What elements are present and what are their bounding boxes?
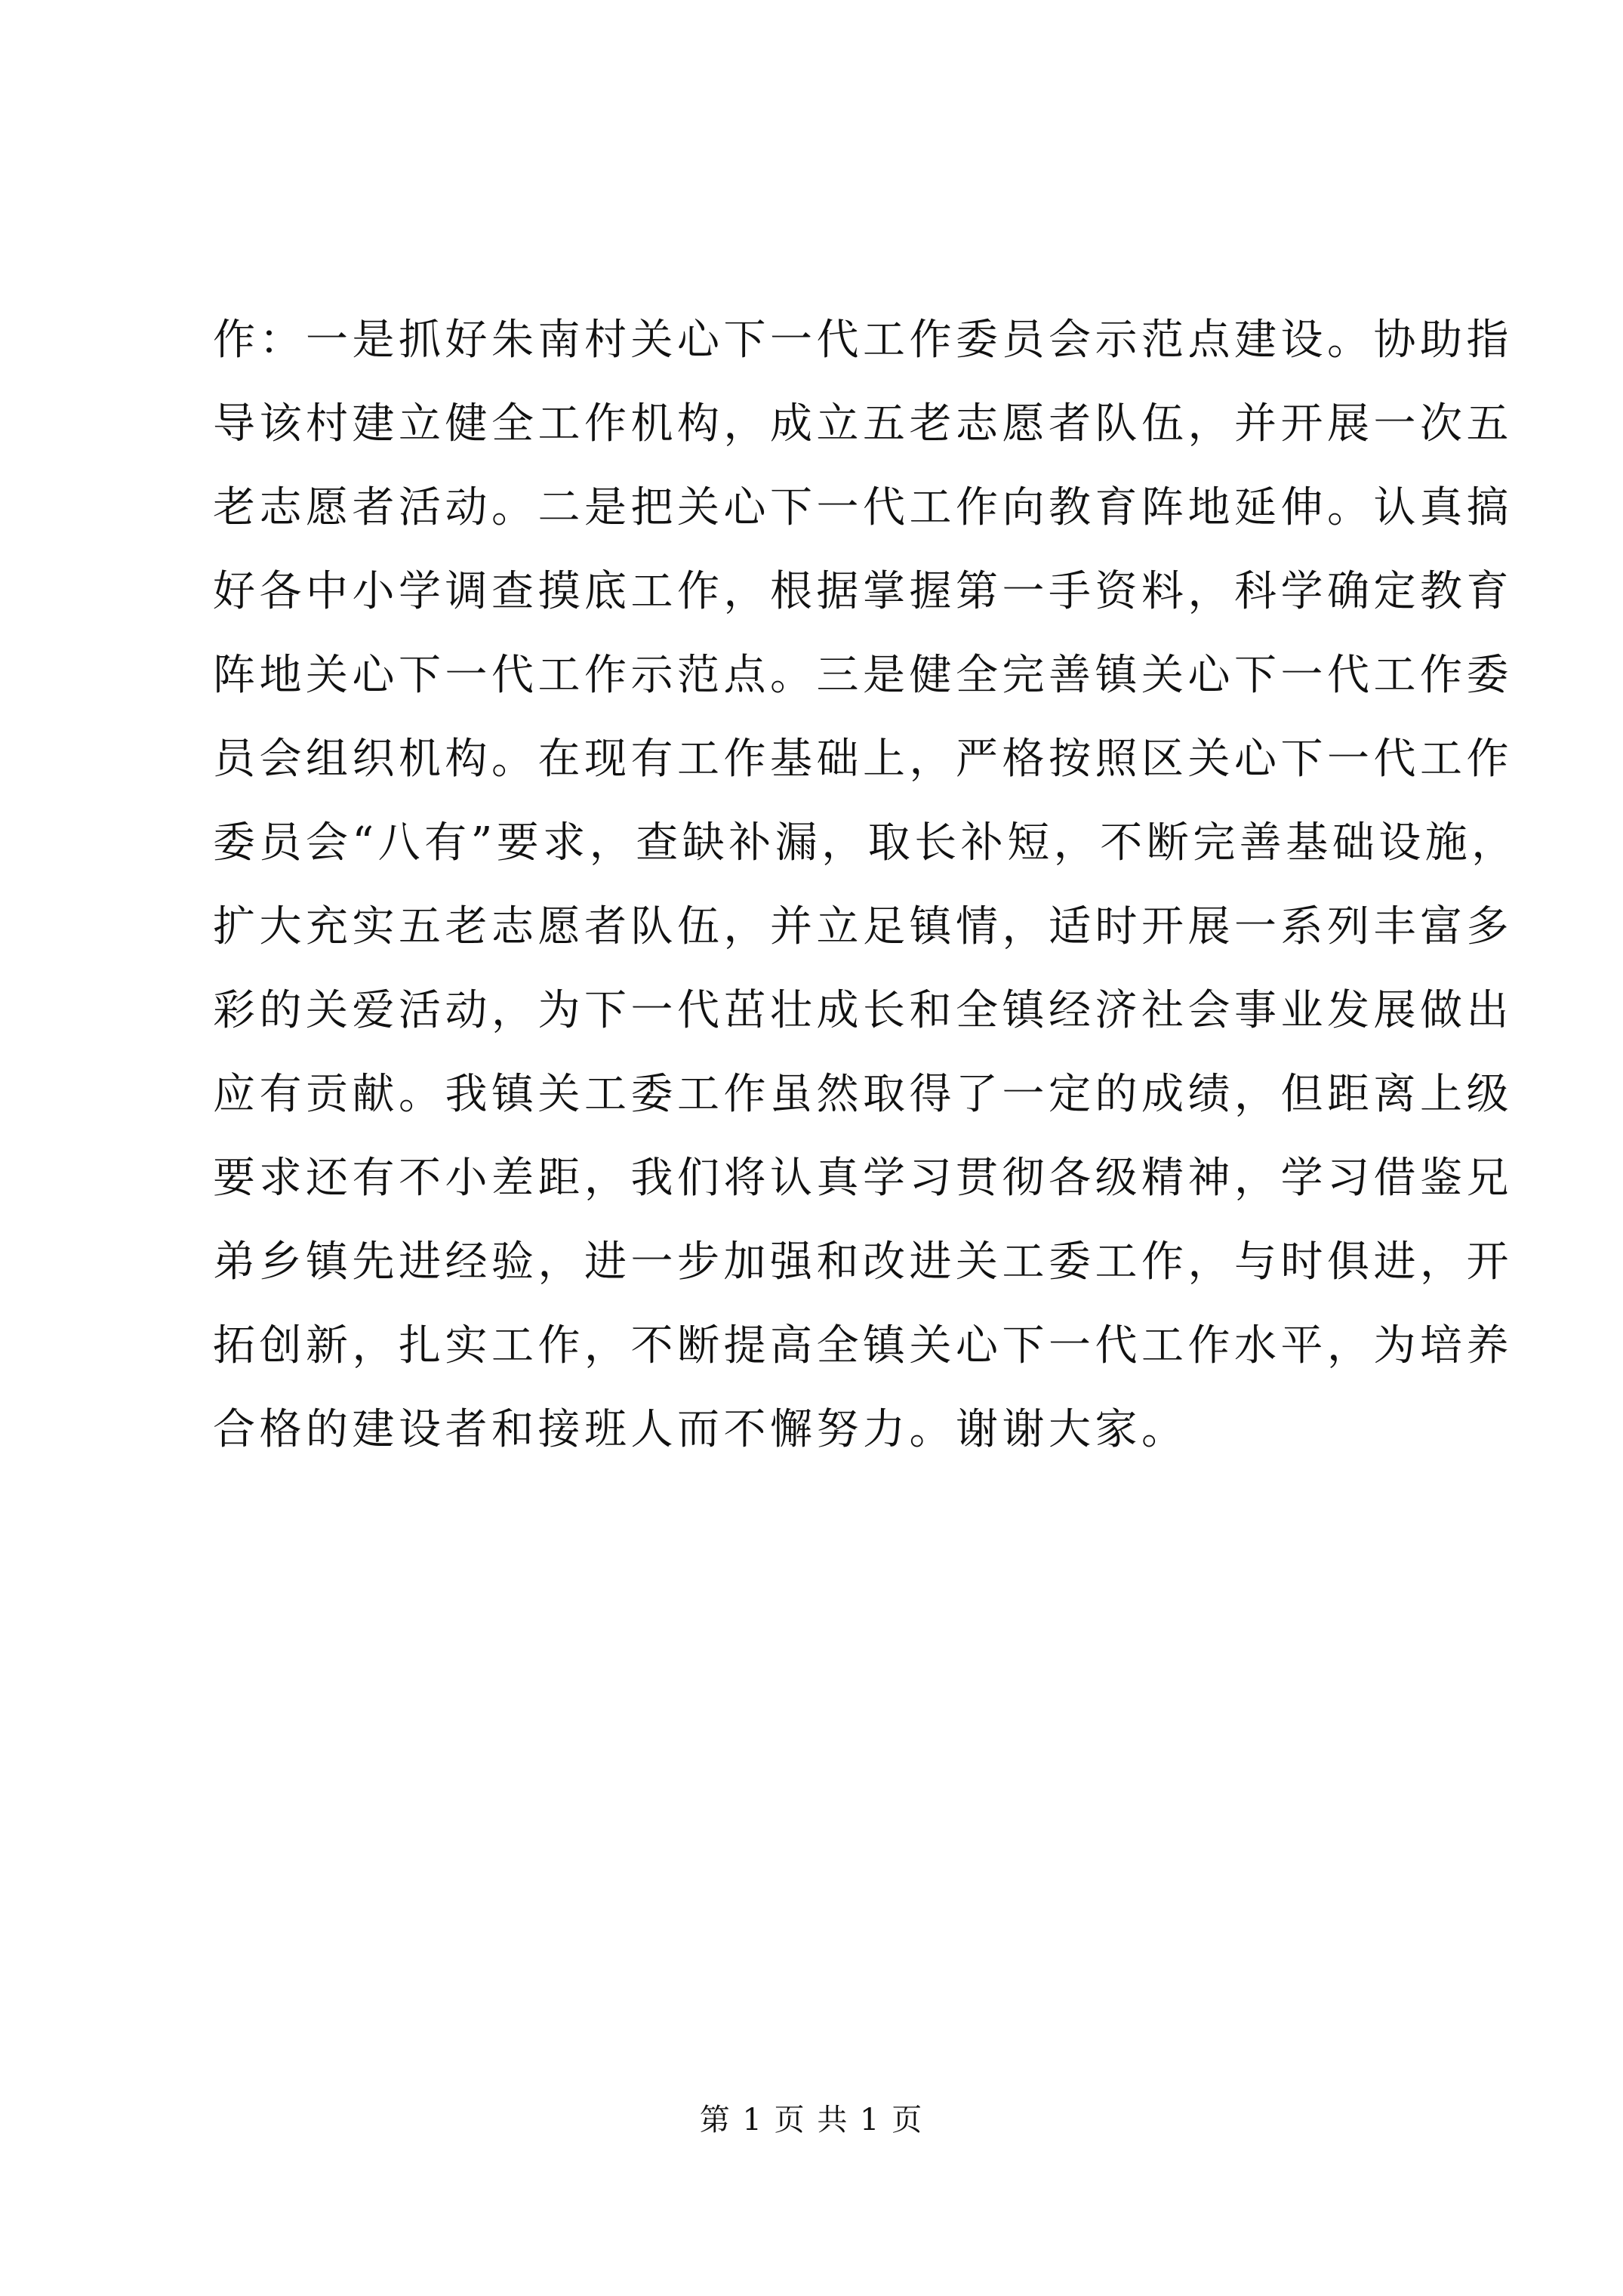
body-paragraph xyxy=(213,298,1518,1472)
text-line: 扩大充实五老志愿者队伍，并立足镇情，适时开展一系列丰富多 xyxy=(213,902,1513,951)
text-line: 应有贡献。我镇关工委工作虽然取得了一定的成绩，但距离上级 xyxy=(213,1070,1513,1119)
text-line: 委员会“八有”要求，查缺补漏，取长补短，不断完善基础设施， xyxy=(213,818,1518,868)
text-line: 拓创新，扎实工作，不断提高全镇关心下一代工作水平，为培养 xyxy=(213,1321,1513,1370)
text-line: 合格的建设者和接班人而不懈努力。谢谢大家。 xyxy=(213,1405,1188,1454)
text-line: 弟乡镇先进经验，进一步加强和改进关工委工作，与时俱进，开 xyxy=(213,1237,1513,1287)
text-line: 彩的关爱活动，为下一代茁壮成长和全镇经济社会事业发展做出 xyxy=(213,986,1513,1035)
text-line: 导该村建立健全工作机构，成立五老志愿者队伍，并开展一次五 xyxy=(213,399,1513,448)
text-line: 好各中小学调查摸底工作，根据掌握第一手资料，科学确定教育 xyxy=(213,567,1513,616)
text-line: 员会组织机构。在现有工作基础上，严格按照区关心下一代工作 xyxy=(213,735,1513,784)
text-line: 老志愿者活动。二是把关心下一代工作向教育阵地延伸。认真搞 xyxy=(213,483,1513,532)
page-number-footer: 第 1 页 共 1 页 xyxy=(699,2103,924,2137)
text-line: 阵地关心下一代工作示范点。三是健全完善镇关心下一代工作委 xyxy=(213,651,1513,700)
text-line: 作：一是抓好朱南村关心下一代工作委员会示范点建设。协助指 xyxy=(213,316,1513,365)
text-line: 要求还有不小差距，我们将认真学习贯彻各级精神，学习借鉴兄 xyxy=(213,1154,1513,1203)
